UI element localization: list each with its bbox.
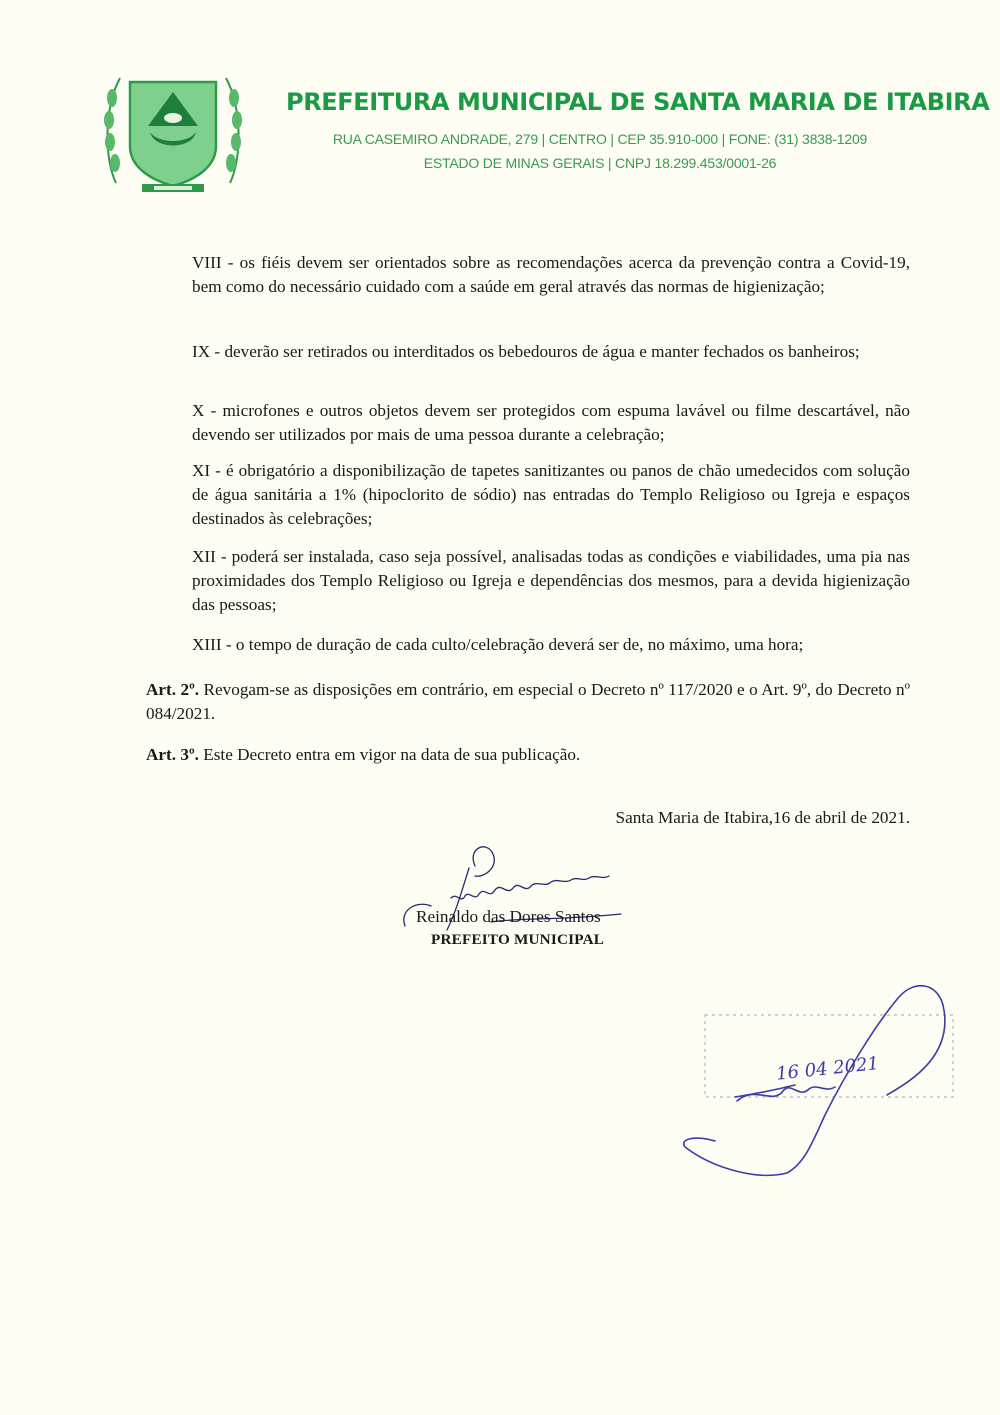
- item-xii: XII - poderá ser instalada, caso seja possível, analisadas todas as condições e viabilidades, uma pia nas proximidades dos Templo Religioso ou Igreja e dependências dos mesmos, para a devida higienização das pessoas;: [192, 547, 910, 614]
- item-ix: IX - deverão ser retirados ou interditados os bebedouros de água e manter fechados os banheiros;: [192, 342, 860, 361]
- signer-role: PREFEITO MUNICIPAL: [431, 931, 605, 948]
- org-address: RUA CASEMIRO ANDRADE, 279 | CENTRO | CEP 35.910-000 | FONE: (31) 3838-1209: [332, 131, 868, 147]
- item-xiii: XIII - o tempo de duração de cada culto/celebração deverá ser de, no máximo, uma hora;: [192, 635, 804, 654]
- stamp-handwritten-date: 16 04 2021: [775, 1053, 880, 1085]
- org-title: PREFEITURA MUNICIPAL DE SANTA MARIA DE ITABIRA: [286, 88, 990, 116]
- coat-of-arms-icon: [98, 68, 248, 198]
- item-x: X - microfones e outros objetos devem ser protegidos com espuma lavável ou filme descartável, não devendo ser utilizados por mais de uma pessoa durante a celebração;: [192, 401, 910, 444]
- org-registration: ESTADO DE MINAS GERAIS | CNPJ 18.299.453/0001-26: [423, 155, 777, 171]
- article-2: [146, 678, 910, 726]
- place-date: Santa Maria de Itabira,16 de abril de 2021.: [615, 808, 910, 827]
- article-3: [146, 743, 910, 767]
- article-3-label: Art. 3º.: [146, 745, 199, 764]
- article-3-text: Este Decreto entra em vigor na data de sua publicação.: [198, 745, 581, 764]
- article-2-text: Revogam-se as disposições em contrário, em especial o Decreto nº 117/2020 e o Art. 9º, do Decreto nº 084/2021.: [146, 680, 910, 723]
- item-viii: VIII - os fiéis devem ser orientados sobre as recomendações acerca da prevenção contra a Covid-19, bem como do necessário cuidado com a saúde em geral através das normas de higienização;: [192, 253, 910, 296]
- signer-name: Reinaldo das Dores Santos: [416, 907, 601, 926]
- item-xi: XI - é obrigatório a disponibilização de tapetes sanitizantes ou panos de chão umedecidos com solução de água sanitária a 1% (hipoclorito de sódio) nas entradas do Templo Religioso ou Igreja e espaços destinados às celebrações;: [192, 461, 910, 528]
- article-2-label: Art. 2º.: [146, 680, 200, 699]
